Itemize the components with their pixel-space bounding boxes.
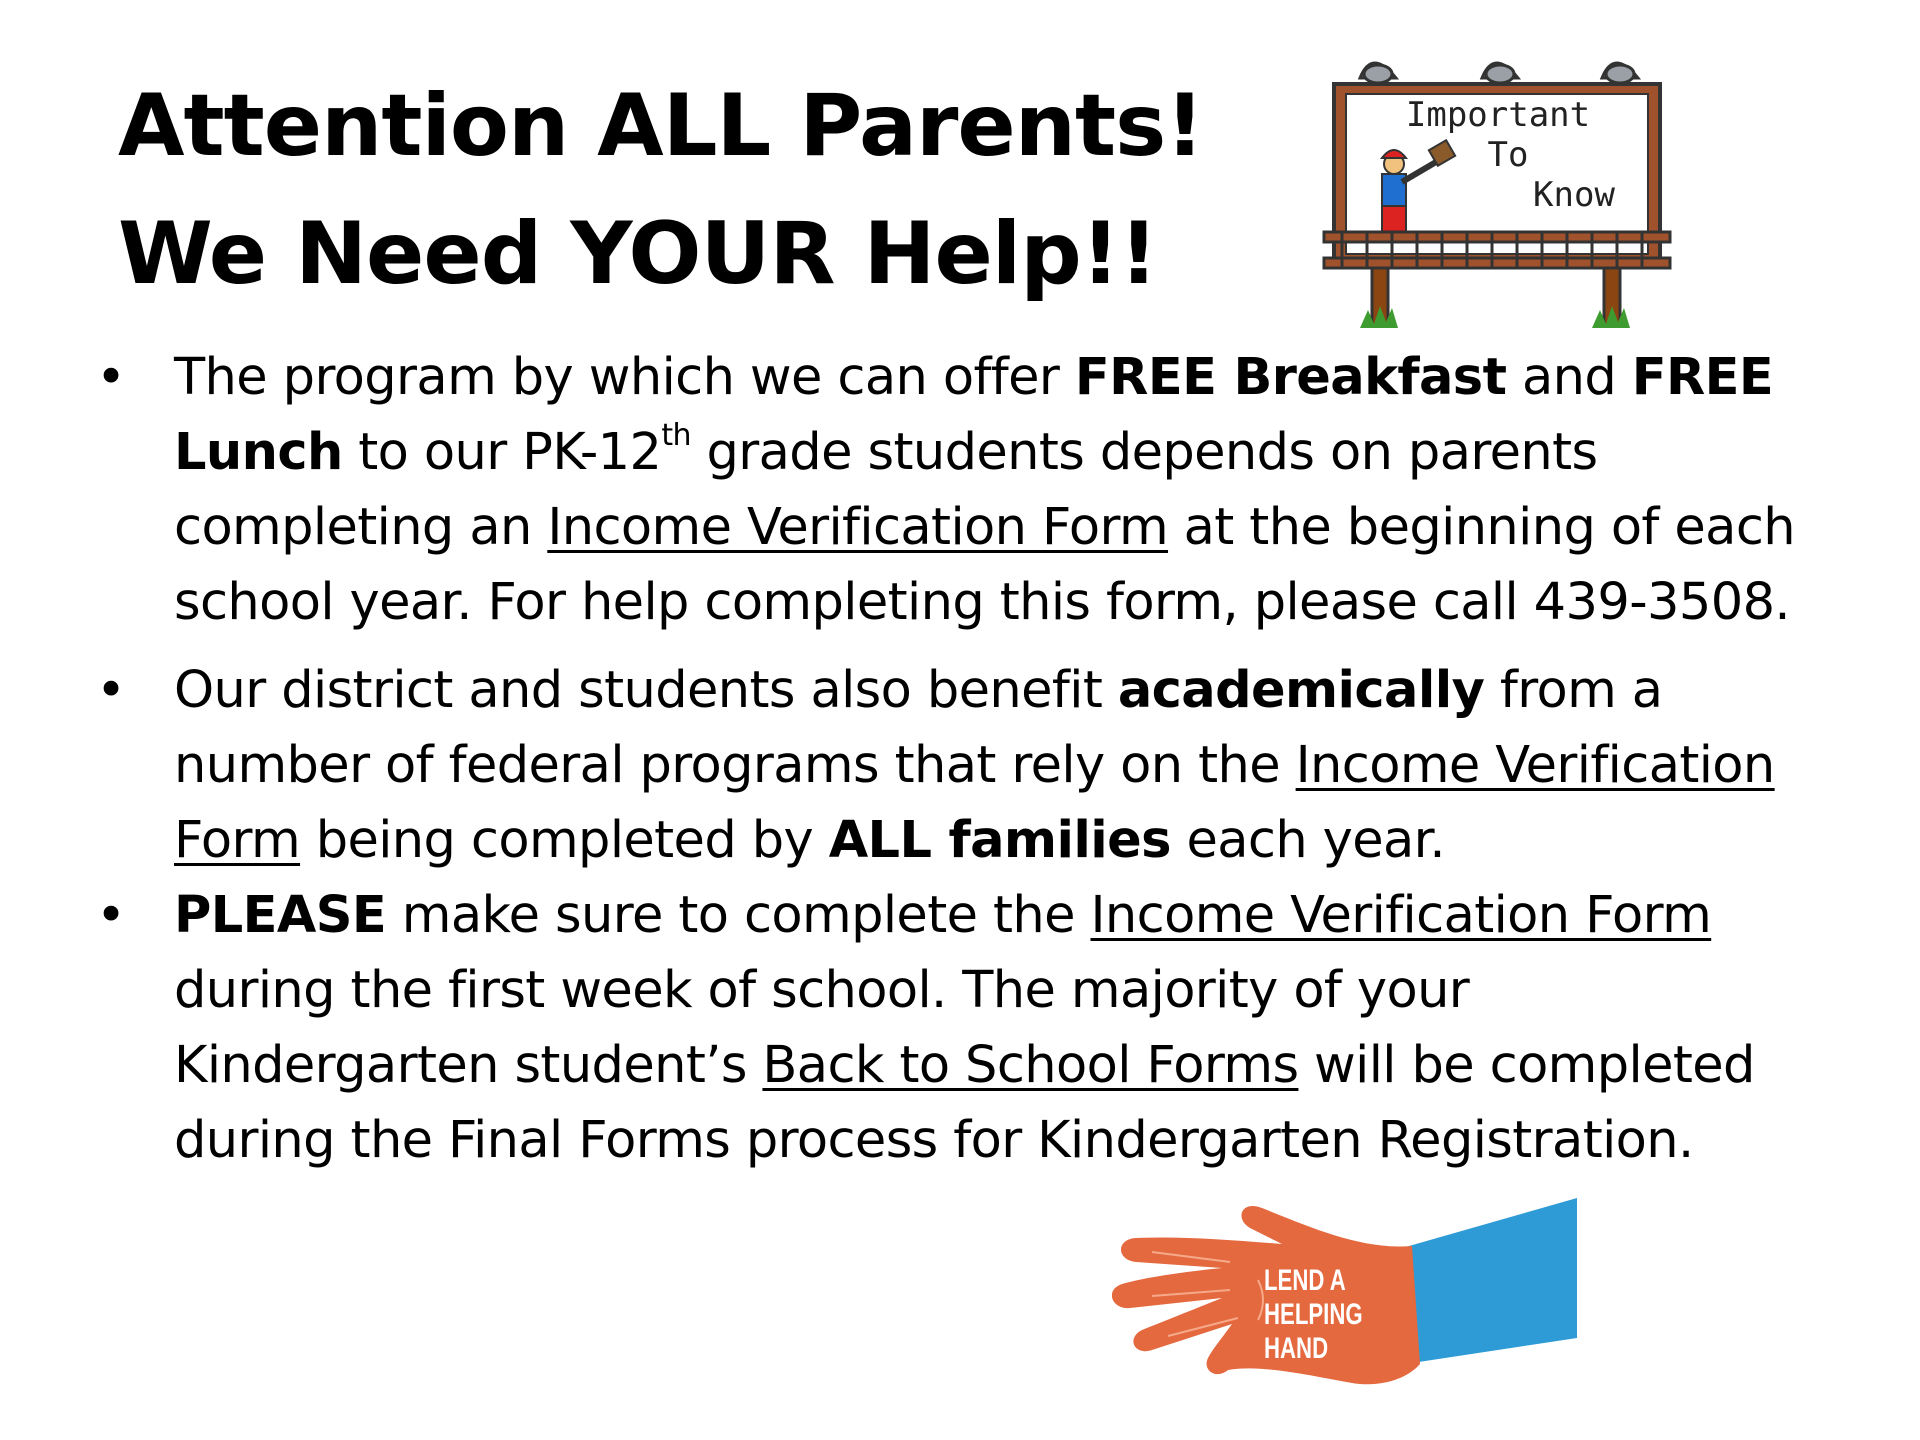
bullet-item-free-meals xyxy=(96,340,1824,640)
text-line: The program by which we can offer FREE Breakfast and FREE xyxy=(174,348,1774,407)
billboard-text-1: Important xyxy=(1405,95,1591,135)
hand-text-2: HELPING xyxy=(1264,1296,1363,1331)
text-line: during the Final Forms process for Kindergarten Registration. xyxy=(174,1111,1694,1170)
text-line: completing an Income Verification Form at the beginning of each xyxy=(174,498,1795,557)
helping-hand-illustration xyxy=(1112,1188,1582,1393)
bullet-item-federal-programs xyxy=(96,653,1824,878)
bullet-icon: • xyxy=(96,348,126,407)
text-line: number of federal programs that rely on the Income Verification xyxy=(174,736,1775,795)
bullet-icon: • xyxy=(96,661,126,720)
grass-icon xyxy=(1360,306,1398,328)
billboard-text-3: Know xyxy=(1533,175,1615,215)
billboard-illustration xyxy=(1312,26,1682,336)
text-line: Kindergarten student’s Back to School Forms will be completed xyxy=(174,1036,1755,1095)
billboard-text-2: To xyxy=(1487,135,1529,175)
text-line: Lunch to our PK-12th grade students depends on parents xyxy=(174,418,1598,482)
hand-text-1: LEND A xyxy=(1264,1262,1346,1297)
text-line: during the first week of school. The majority of your xyxy=(174,961,1470,1020)
income-verification-form-text: Income Verification Form xyxy=(547,498,1169,557)
text-line: Our district and students also benefit academically from a xyxy=(174,661,1663,720)
bullet-icon: • xyxy=(96,886,126,945)
back-to-school-forms-text: Back to School Forms xyxy=(762,1036,1299,1095)
text-line: school year. For help completing this form, please call 439-3508. xyxy=(174,573,1791,632)
lamp-icon xyxy=(1360,63,1638,83)
income-verification-form-text: Income Verification Form xyxy=(1090,886,1712,945)
hand-text-3: HAND xyxy=(1264,1330,1329,1365)
income-verification-form-text: Form xyxy=(174,811,301,870)
grass-icon xyxy=(1592,306,1630,328)
bullet-item-complete-form xyxy=(96,878,1824,1178)
text-line: Form being completed by ALL families each year. xyxy=(174,811,1445,870)
income-verification-form-text: Income Verification xyxy=(1295,736,1775,795)
title-line-1: Attention ALL Parents! xyxy=(118,76,1204,176)
sleeve-shape xyxy=(1402,1198,1577,1363)
page-title xyxy=(118,62,1218,318)
title-line-2: We Need YOUR Help!! xyxy=(118,204,1158,304)
text-line: PLEASE make sure to complete the Income Verification Form xyxy=(174,886,1712,945)
